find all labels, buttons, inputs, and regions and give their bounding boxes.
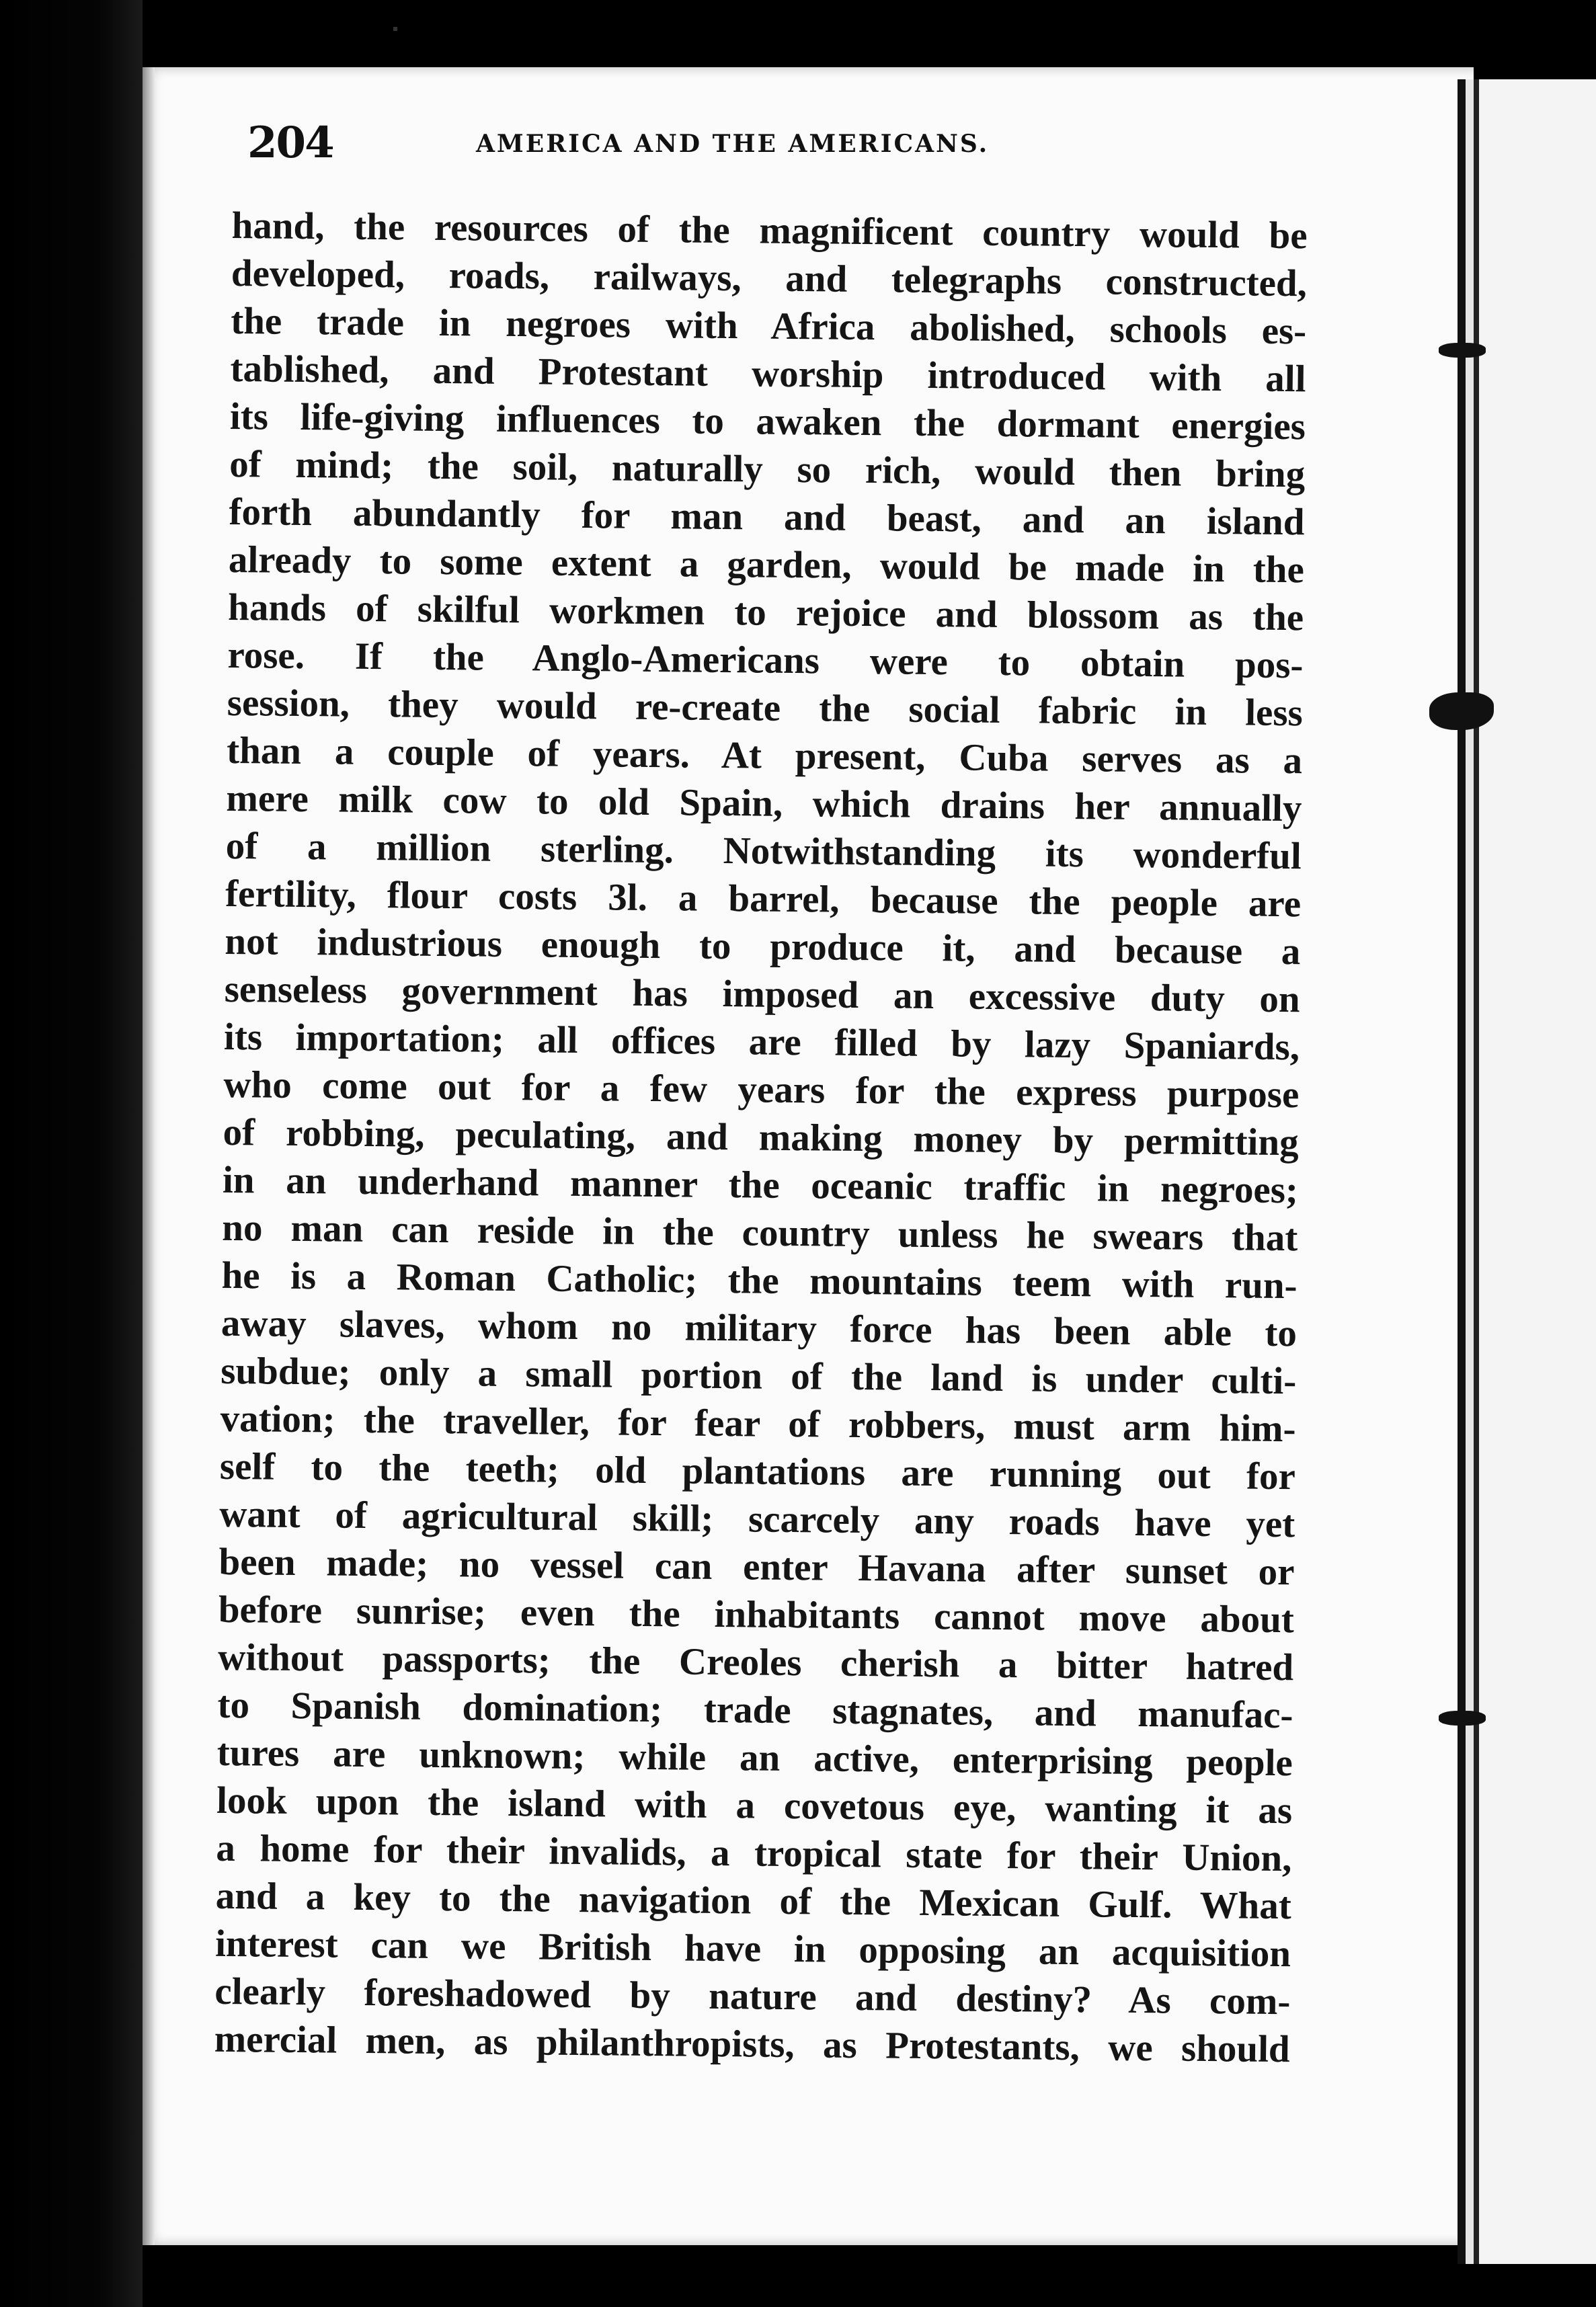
text-line: self to the teeth; old plantations are running out for xyxy=(219,1445,1296,1498)
text-line: of robbing, peculating, and making money by permitting xyxy=(223,1110,1299,1164)
text-line: developed, roads, railways, and telegraphs constructed, xyxy=(231,251,1308,305)
text-line: he is a Roman Catholic; the mountains teem with run- xyxy=(221,1254,1298,1307)
text-line: mercial men, as philanthropists, as Protestants, we should xyxy=(214,2017,1290,2071)
text-line: mere milk cow to old Spain, which drains her annually xyxy=(226,776,1302,830)
text-line: its life-giving influences to awaken the dormant energies xyxy=(229,395,1306,448)
text-line: forth abundantly for man and beast, and an island xyxy=(229,490,1305,544)
binding-stitch xyxy=(1439,343,1486,358)
adjacent-page-edge xyxy=(1474,79,1479,2264)
running-head: AMERICA AND THE AMERICANS. xyxy=(476,130,990,158)
text-line: and a key to the navigation of the Mexican Gulf. What xyxy=(215,1874,1292,1928)
text-line: than a couple of years. At present, Cuba serves as a xyxy=(226,729,1303,782)
text-line: tures are unknown; while an active, enterprising people xyxy=(216,1731,1293,1785)
text-line: hand, the resources of the magnificent country would be xyxy=(231,204,1308,257)
book-binding-edge xyxy=(0,0,143,2307)
text-line: in an underhand manner the oceanic traffic in negroes; xyxy=(222,1158,1299,1212)
binding-stitch xyxy=(1439,1711,1486,1726)
text-line: rose. If the Anglo-Americans were to obtain pos- xyxy=(227,633,1304,687)
text-line: already to some extent a garden, would be made in the xyxy=(228,538,1305,592)
text-line: no man can reside in the country unless he swears that xyxy=(222,1206,1298,1260)
text-line: senseless government has imposed an excessive duty on xyxy=(224,967,1300,1021)
text-line: vation; the traveller, for fear of robbers, must arm him- xyxy=(220,1397,1296,1451)
text-line: of a million sterling. Notwithstanding its wonderful xyxy=(225,824,1302,878)
text-line: clearly foreshadowed by nature and destiny? As com- xyxy=(214,1970,1291,2023)
body-text xyxy=(214,202,1308,2073)
adjacent-page xyxy=(1474,79,1596,2264)
text-line: away slaves, whom no military force has been able to xyxy=(221,1301,1298,1355)
page-header xyxy=(247,118,1229,178)
text-line: fertility, flour costs 3l. a barrel, because the people are xyxy=(225,872,1302,926)
text-line: a home for their invalids, a tropical state for their Union, xyxy=(216,1826,1292,1880)
text-line: look upon the island with a covetous eye, wanting it as xyxy=(216,1779,1293,1832)
text-line: session, they would re-create the social fabric in less xyxy=(227,681,1304,735)
text-line: tablished, and Protestant worship introduced with all xyxy=(230,347,1306,401)
text-line: interest can we British have in opposing an acquisition xyxy=(214,1922,1291,1976)
text-line: without passports; the Creoles cherish a bitter hatred xyxy=(217,1635,1294,1689)
text-line: of mind; the soil, naturally so rich, would then bring xyxy=(229,442,1306,496)
text-line: want of agricultural skill; scarcely any roads have yet xyxy=(218,1492,1295,1546)
page-number: 204 xyxy=(247,118,333,168)
scan-speck xyxy=(393,27,397,31)
text-line: who come out for a few years for the express purpose xyxy=(223,1063,1300,1117)
text-line: the trade in negroes with Africa abolished, schools es- xyxy=(230,299,1307,353)
text-line: not industrious enough to produce it, and because a xyxy=(225,920,1301,973)
text-line: before sunrise; even the inhabitants cannot move about xyxy=(218,1588,1295,1642)
text-line: to Spanish domination; trade stagnates, and manufac- xyxy=(217,1683,1293,1737)
page-gutter xyxy=(1458,79,1466,2264)
text-line: subdue; only a small portion of the land is under culti- xyxy=(220,1349,1297,1403)
text-line: its importation; all offices are filled by lazy Spaniards, xyxy=(223,1015,1300,1069)
text-line: been made; no vessel can enter Havana after sunset or xyxy=(218,1540,1295,1594)
text-line: hands of skilful workmen to rejoice and blossom as the xyxy=(227,585,1304,639)
page-left-edge xyxy=(143,67,155,2245)
binding-stitch xyxy=(1429,692,1494,730)
